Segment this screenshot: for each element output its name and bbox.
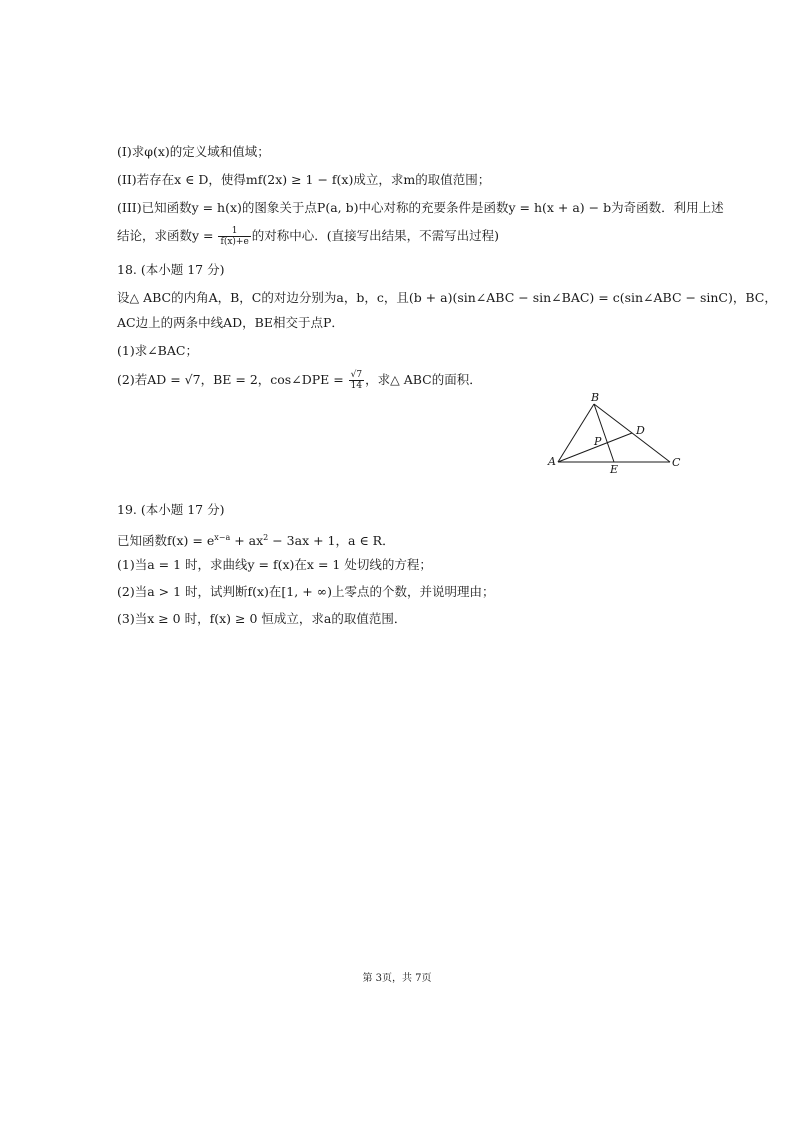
label-c: C xyxy=(672,456,681,469)
q17-frac-numerator: 1 xyxy=(218,226,250,237)
label-b: B xyxy=(591,392,600,404)
q19-part2: (2)当a > 1 时，试判断f(x)在[1, + ∞)上零点的个数，并说明理由； xyxy=(117,584,495,599)
segment-ab xyxy=(558,404,594,462)
q17-frac-denominator: f(x)+e xyxy=(220,237,249,247)
q19-stem-mid: + ax xyxy=(230,533,264,549)
q18-stem-line1: 设△ ABC的内角A，B，C的对边分别为a，b，c，且(b + a)(sin∠ABC − sin∠BAC) = c(sin∠ABC − sinC)，BC， xyxy=(117,290,777,305)
q17-part3-line2 xyxy=(117,226,499,247)
q17-part3-prefix: 结论，求函数y = xyxy=(117,228,218,243)
q19-stem xyxy=(117,530,395,549)
page-footer: 第 3页，共 7页 xyxy=(362,973,432,984)
q18-fraction xyxy=(349,370,364,391)
q19-stem-suffix: − 3ax + 1，a ∈ R． xyxy=(268,533,395,549)
label-p: P xyxy=(594,435,602,448)
q19-stem-exponent: x−a xyxy=(214,533,231,542)
q19-stem-square: 2 xyxy=(263,533,269,542)
label-e: E xyxy=(610,463,619,474)
label-d: D xyxy=(636,424,645,437)
q18-header: 18. (本小题 17 分) xyxy=(117,262,225,277)
q18-frac-numerator: √7 xyxy=(350,370,363,380)
q18-frac-denominator: 14 xyxy=(350,381,363,391)
q18-part2 xyxy=(117,370,482,391)
median-be xyxy=(594,404,614,462)
label-a: A xyxy=(548,455,556,468)
q18-part2-prefix: (2)若AD = √7，BE = 2，cos∠DPE = xyxy=(117,372,348,387)
q19-part1: (1)当a = 1 时，求曲线y = f(x)在x = 1 处切线的方程； xyxy=(117,557,432,572)
q17-part3-suffix: 的对称中心．(直接写出结果，不需写出过程) xyxy=(251,228,500,243)
q19-header: 19. (本小题 17 分) xyxy=(117,502,225,517)
q17-part2: (II)若存在x ∈ D，使得mf(2x) ≥ 1 − f(x)成立，求m的取值范围； xyxy=(117,172,491,187)
q18-stem-line2: AC边上的两条中线AD，BE相交于点P． xyxy=(117,315,344,330)
q19-part3: (3)当x ≥ 0 时，f(x) ≥ 0 恒成立，求a的取值范围． xyxy=(117,611,407,626)
q17-part1: (I)求φ(x)的定义域和值域； xyxy=(117,144,270,159)
q18-part1: (1)求∠BAC； xyxy=(117,343,198,358)
q17-fraction xyxy=(218,226,250,247)
q19-stem-prefix: 已知函数f(x) = e xyxy=(117,533,215,549)
q18-part2-suffix: ，求△ ABC的面积． xyxy=(365,372,482,387)
triangle-figure xyxy=(540,392,690,474)
q17-part3-line1: (III)已知函数y = h(x)的图象关于点P(a, b)中心对称的充要条件是函数y = h(x + a) − b为奇函数．利用上述 xyxy=(117,200,724,215)
